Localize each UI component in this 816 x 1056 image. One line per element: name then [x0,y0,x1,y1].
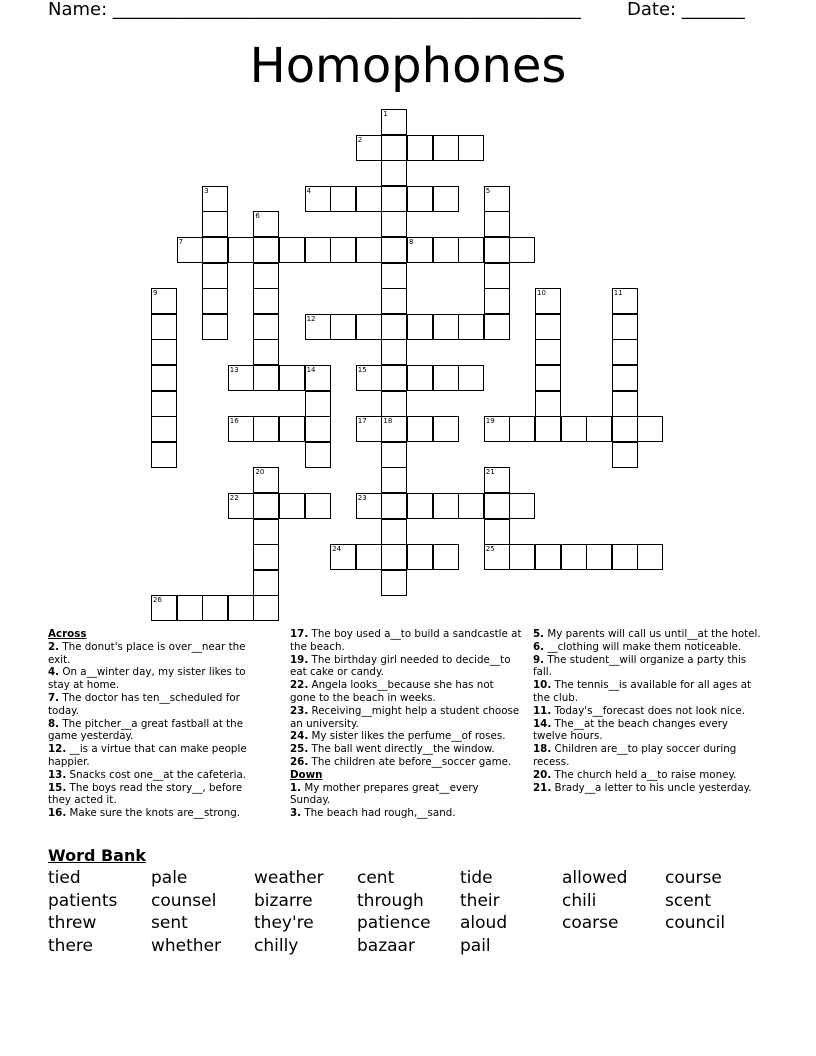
grid-cell[interactable] [151,442,177,468]
clue [290,705,522,731]
grid-cell[interactable] [484,544,510,570]
grid-cell[interactable] [305,186,331,212]
clue-number: 4 [306,186,312,195]
clue-number: 19. [290,653,309,666]
clue-text: Today's__forecast does not look nice. [551,704,746,717]
clue [48,692,264,718]
grid-cell[interactable] [381,493,407,519]
clue-number: 5 [485,186,491,195]
clue [533,679,763,705]
word-bank-word: patience [357,913,431,933]
grid-cell[interactable] [407,237,433,263]
grid-cell[interactable] [407,135,433,161]
clue [290,782,522,808]
grid-cell[interactable] [253,493,279,519]
grid-cell[interactable] [202,186,228,212]
grid-cell[interactable] [484,288,510,314]
grid-cell[interactable] [381,186,407,212]
clue-number: 11. [533,704,552,717]
clue [533,641,763,654]
grid-cell[interactable] [535,288,561,314]
word-bank-word: coarse [562,913,619,933]
clue-number: 22. [290,679,309,692]
grid-cell[interactable] [177,237,203,263]
clue-number: 9. [533,653,545,666]
grid-cell[interactable] [484,467,510,493]
grid-cell[interactable] [381,109,407,135]
grid-cell[interactable] [381,135,407,161]
clue [48,743,264,769]
clues-column-3 [533,628,763,794]
clue-number: 18 [383,417,393,426]
grid-cell[interactable] [381,519,407,545]
grid-cell[interactable] [407,493,433,519]
grid-cell[interactable] [458,493,484,519]
grid-cell[interactable] [253,544,279,570]
across-clue-list [48,641,264,820]
word-bank-word: tied [48,868,81,888]
grid-cell[interactable] [253,365,279,391]
clue-number: 17. [290,628,309,640]
clue-text: Snacks cost one__at the cafeteria. [66,768,247,781]
clue-number: 8. [48,717,60,730]
grid-cell[interactable] [305,442,331,468]
grid-cell[interactable] [177,595,203,621]
word-bank-word: weather [254,868,324,888]
grid-cell[interactable] [433,544,459,570]
grid-cell[interactable] [305,391,331,417]
grid-cell[interactable] [356,416,382,442]
grid-cell[interactable] [228,237,254,263]
grid-cell[interactable] [253,314,279,340]
date-field: Date: _______ [627,0,745,20]
clue-text: On a__winter day, my sister likes to stay at home. [48,666,246,692]
grid-cell[interactable] [433,314,459,340]
clue-text: The church held a__to raise money. [551,768,737,781]
grid-cell[interactable] [484,493,510,519]
grid-cell[interactable] [253,339,279,365]
grid-cell[interactable] [253,570,279,596]
grid-cell[interactable] [305,314,331,340]
clue-number: 13 [229,366,239,374]
clue-number: 12 [306,314,316,323]
grid-cell[interactable] [381,288,407,314]
clue-number: 26. [290,755,309,768]
grid-cell[interactable] [612,339,638,365]
clue [290,807,522,820]
grid-cell[interactable] [253,211,279,237]
clues-column-1 [48,628,264,820]
grid-cell[interactable] [458,237,484,263]
word-bank-word: chili [562,890,597,911]
clue-text: Receiving__might help a student choose an university. [290,704,520,730]
clue-number: 16 [229,417,239,426]
down-clue-list [290,782,522,820]
word-bank-word: council [665,913,726,933]
clue-number: 26 [153,596,162,605]
grid-cell[interactable] [458,135,484,161]
grid-cell[interactable] [228,595,254,621]
grid-cell[interactable] [433,416,459,442]
grid-cell[interactable] [535,544,561,570]
clue-number: 8 [409,238,414,246]
clue-text: __is a virtue that can make people happier. [48,743,247,768]
grid-cell[interactable] [228,493,254,519]
clue-number: 7. [48,691,60,704]
clue [48,782,264,808]
clue-number: 7 [178,238,184,246]
clue-number: 20. [533,768,552,781]
across-clue-list-cont [290,628,522,769]
grid-cell[interactable] [612,391,638,417]
clue [48,769,264,782]
clue-number: 25. [290,743,309,756]
grid-cell[interactable] [381,416,407,442]
grid-cell[interactable] [433,493,459,519]
clue-text: Brady__a letter to his uncle yesterday. [551,781,752,794]
word-bank-word: patients [48,890,118,911]
clue-number: 25 [485,545,495,554]
clue-text: The birthday girl needed to decide__to eat cake or candy. [290,653,511,679]
grid-cell[interactable] [484,237,510,263]
clue-text: Children are__to play soccer during recess. [533,743,737,768]
grid-cell[interactable] [381,391,407,417]
clue [48,807,264,820]
grid-cell[interactable] [381,467,407,493]
grid-cell[interactable] [381,211,407,237]
clue-number: 24 [332,545,342,554]
grid-cell[interactable] [381,237,407,263]
grid-cell[interactable] [612,288,638,314]
clue-number: 6. [533,640,545,653]
word-bank-word: aloud [460,913,508,933]
word-bank-word: sent [151,913,188,933]
grid-cell[interactable] [535,391,561,417]
clue [533,718,763,744]
clue-text: The student__will organize a party this fall. [533,653,747,679]
clue-text: The boy used a__to build a sandcastle at the beach. [290,628,522,653]
grid-cell[interactable] [381,339,407,365]
grid-cell[interactable] [458,365,484,391]
grid-cell[interactable] [433,135,459,161]
clue [533,743,763,769]
grid-cell[interactable] [253,416,279,442]
grid-cell[interactable] [253,237,279,263]
grid-cell[interactable] [407,186,433,212]
grid-cell[interactable] [637,544,663,570]
grid-cell[interactable] [228,365,254,391]
clue-text: Make sure the knots are__strong. [66,807,241,820]
clue-text: __clothing will make them noticeable. [544,640,742,653]
clue [533,628,763,641]
grid-cell[interactable] [305,237,331,263]
word-bank-word: their [460,890,500,911]
clue-text: The donut's place is over__near the exit. [48,640,246,666]
clue-number: 23 [357,494,367,502]
grid-cell[interactable] [407,544,433,570]
grid-cell[interactable] [381,263,407,289]
grid-cell[interactable] [356,237,382,263]
word-bank-word: course [665,868,722,888]
clue [48,666,264,692]
grid-cell[interactable] [356,314,382,340]
grid-cell[interactable] [330,544,356,570]
clue-number: 16. [48,807,67,820]
grid-cell[interactable] [279,493,305,519]
clue [533,782,763,795]
grid-cell[interactable] [458,314,484,340]
grid-cell[interactable] [381,544,407,570]
grid-cell[interactable] [151,365,177,391]
clue-text: The__at the beach changes every twelve hours. [533,717,729,743]
grid-cell[interactable] [151,391,177,417]
word-bank-word: threw [48,913,97,933]
grid-cell[interactable] [535,416,561,442]
grid-cell[interactable] [612,442,638,468]
grid-cell[interactable] [381,570,407,596]
clue [533,654,763,680]
clue [290,628,522,654]
word-bank-word: pale [151,868,188,888]
grid-cell[interactable] [381,365,407,391]
clue-number: 3. [290,807,302,820]
clue-number: 2. [48,640,60,653]
grid-cell[interactable] [151,314,177,340]
clue-number: 13. [48,768,67,781]
clue-number: 18. [533,743,552,756]
grid-cell[interactable] [202,595,228,621]
clue-number: 21 [485,468,495,477]
grid-cell[interactable] [202,314,228,340]
grid-cell[interactable] [484,263,510,289]
clue-number: 17 [357,417,367,426]
clue-text: My parents will call us until__at the hotel. [544,628,761,640]
grid-cell[interactable] [253,467,279,493]
grid-cell[interactable] [433,237,459,263]
clue [290,654,522,680]
clue-number: 24. [290,730,309,743]
clue [48,718,264,744]
clue-text: The ball went directly__the window. [308,743,495,756]
grid-cell[interactable] [356,135,382,161]
clue [290,730,522,743]
grid-cell[interactable] [330,314,356,340]
clue-text: The doctor has ten__scheduled for today. [48,691,240,717]
grid-cell[interactable] [509,493,535,519]
grid-cell[interactable] [407,365,433,391]
grid-cell[interactable] [305,365,331,391]
clue-text: Angela looks__because she has not gone to the beach in weeks. [290,679,494,704]
word-bank-word: cent [357,868,395,888]
name-field: Name: ____________________________________________________ [48,0,581,20]
grid-cell[interactable] [253,519,279,545]
grid-cell[interactable] [509,416,535,442]
grid-cell[interactable] [484,211,510,237]
word-bank-word: counsel [151,890,217,911]
grid-cell[interactable] [381,314,407,340]
clue-text: My mother prepares great__every Sunday. [290,781,479,807]
clue-number: 3 [204,186,209,195]
grid-cell[interactable] [561,544,587,570]
clue-number: 21. [533,781,552,794]
clue-number: 14 [306,366,316,374]
grid-cell[interactable] [637,416,663,442]
down-clue-list-cont [533,628,763,794]
clue-number: 9 [153,289,158,298]
grid-cell[interactable] [433,186,459,212]
grid-cell[interactable] [228,416,254,442]
clue-number: 4. [48,666,60,679]
clue-number: 15 [357,366,367,374]
clue-text: The tennis__is available for all ages at the club. [533,679,752,704]
grid-cell[interactable] [484,519,510,545]
word-bank-word: scent [665,890,712,911]
grid-cell[interactable] [612,544,638,570]
grid-cell[interactable] [612,416,638,442]
clue [48,641,264,667]
down-heading: Down [290,768,323,781]
grid-cell[interactable] [202,288,228,314]
clue-number: 19 [485,417,495,426]
clue [533,769,763,782]
grid-cell[interactable] [330,237,356,263]
clue-text: My sister likes the perfume__of roses. [308,730,506,743]
grid-cell[interactable] [407,416,433,442]
grid-cell[interactable] [356,544,382,570]
word-bank-word: bizarre [254,890,313,911]
clue-number: 2 [357,135,363,144]
clue-number: 1 [383,110,388,118]
grid-cell[interactable] [381,160,407,186]
word-bank-word: through [357,890,424,911]
grid-cell[interactable] [202,263,228,289]
grid-cell[interactable] [433,365,459,391]
clue-number: 20 [255,468,265,477]
grid-cell[interactable] [356,365,382,391]
clue-text: The children ate before__soccer game. [308,755,512,768]
clue [533,705,763,718]
grid-cell[interactable] [253,595,279,621]
grid-cell[interactable] [305,493,331,519]
clue-number: 11 [613,289,623,298]
grid-cell[interactable] [612,365,638,391]
grid-cell[interactable] [535,314,561,340]
word-bank-word: pail [460,935,491,956]
word-bank-word: tide [460,868,493,888]
clue-number: 6 [255,212,260,221]
grid-cell[interactable] [279,365,305,391]
across-heading: Across [48,628,87,640]
clue-number: 12. [48,743,67,756]
grid-cell[interactable] [535,365,561,391]
grid-cell[interactable] [253,263,279,289]
grid-cell[interactable] [561,416,587,442]
grid-cell[interactable] [151,288,177,314]
grid-cell[interactable] [279,416,305,442]
grid-cell[interactable] [612,314,638,340]
page-title: Homophones [249,38,567,94]
grid-cell[interactable] [484,186,510,212]
grid-cell[interactable] [509,237,535,263]
grid-cell[interactable] [356,493,382,519]
grid-cell[interactable] [202,211,228,237]
grid-cell[interactable] [484,314,510,340]
clue-number: 22 [229,494,239,502]
clue-text: The boys read the story__, before they acted it. [48,781,243,807]
grid-cell[interactable] [509,544,535,570]
clue-text: The beach had rough,__sand. [301,807,456,820]
clue-number: 1. [290,781,302,794]
clues-column-2 [290,628,522,820]
clue-number: 14. [533,717,552,730]
clue-number: 10 [537,289,546,298]
word-bank-word: allowed [562,868,628,888]
word-bank-word: chilly [254,935,299,956]
grid-cell[interactable] [535,339,561,365]
grid-cell[interactable] [253,288,279,314]
grid-cell[interactable] [586,416,612,442]
clue-text: The pitcher__a great fastball at the game yesterday. [48,717,244,743]
grid-cell[interactable] [151,416,177,442]
word-bank-word: bazaar [357,935,415,956]
word-bank-word: whether [151,935,222,956]
clue-number: 15. [48,781,67,794]
grid-cell[interactable] [151,339,177,365]
clue [290,743,522,756]
word-bank-title: Word Bank [48,846,147,865]
grid-cell[interactable] [586,544,612,570]
word-bank-word: they're [254,913,314,933]
clue-number: 23. [290,704,309,717]
grid-cell[interactable] [305,416,331,442]
grid-cell[interactable] [484,416,510,442]
grid-cell[interactable] [330,186,356,212]
word-bank-word: there [48,935,93,956]
clue [290,756,522,769]
clue [290,679,522,705]
grid-cell[interactable] [202,237,228,263]
grid-cell[interactable] [279,237,305,263]
grid-cell[interactable] [407,314,433,340]
clue-number: 10. [533,679,552,692]
grid-cell[interactable] [151,595,177,621]
clue-number: 5. [533,628,545,640]
grid-cell[interactable] [356,186,382,212]
grid-cell[interactable] [381,442,407,468]
